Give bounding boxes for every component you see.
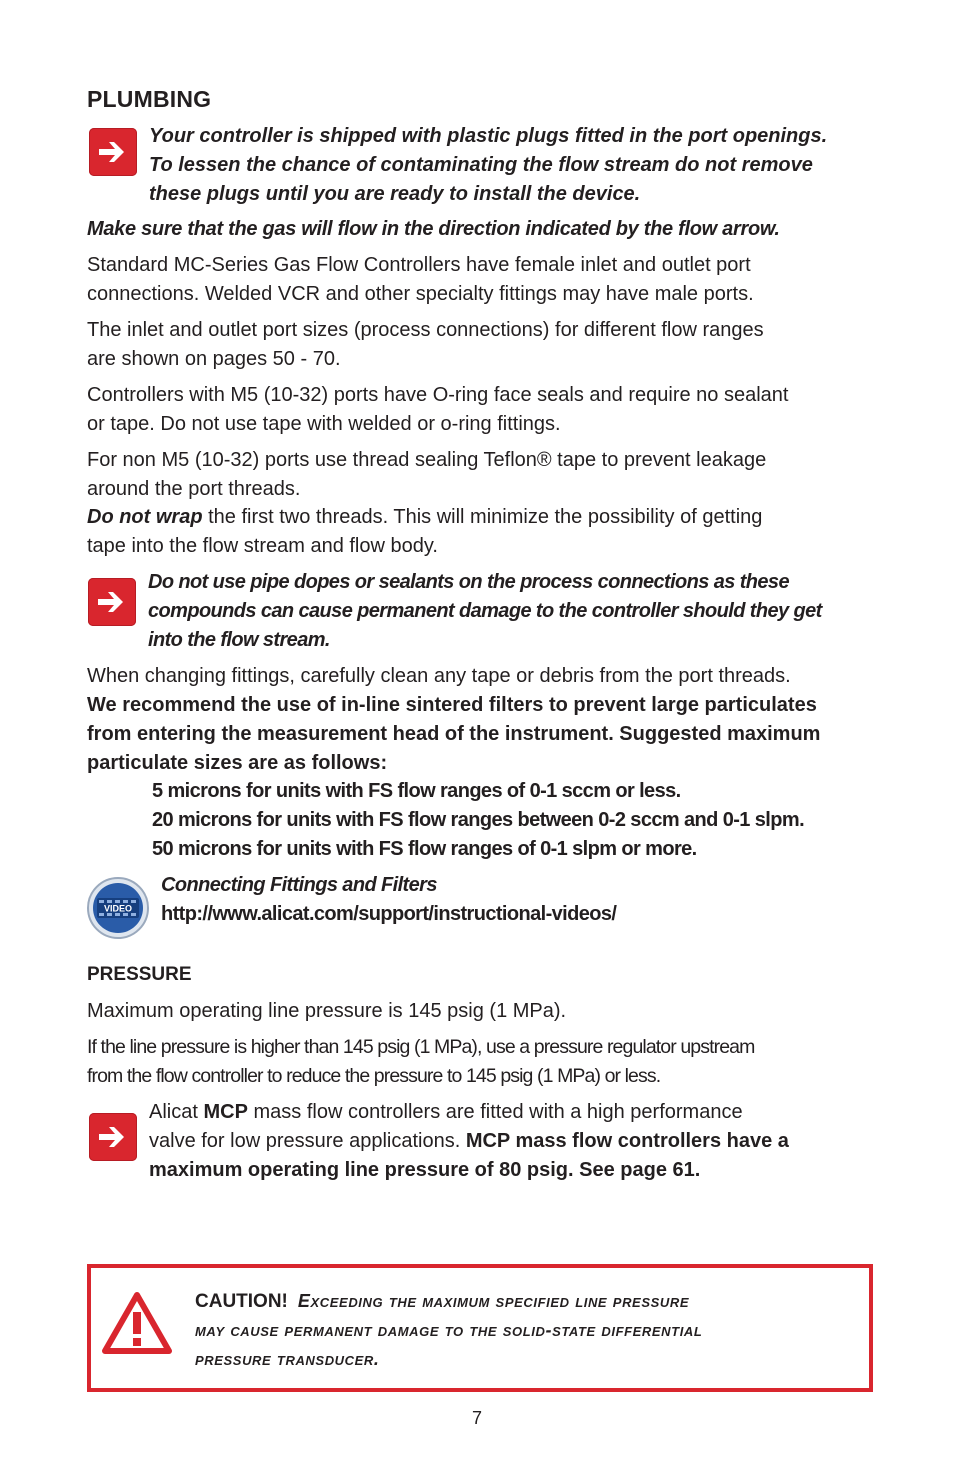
warning-triangle-icon: [101, 1290, 173, 1356]
note-sealants-line2: compounds can cause permanent damage to the controller should they get: [148, 600, 822, 622]
caution-label: CAUTION!: [195, 1291, 288, 1312]
para-connections-line2: connections. Welded VCR and other specialty fittings may have male ports.: [87, 283, 754, 305]
caution-line3: pressure transducer.: [195, 1349, 380, 1369]
caution-box: [87, 1264, 873, 1392]
para-port-sizes-line1: The inlet and outlet port sizes (process connections) for different flow ranges: [87, 319, 764, 341]
mcp-note-text: valve for low pressure applications.: [149, 1130, 466, 1152]
note-plugs-line1: Your controller is shipped with plastic plugs fitted in the port openings.: [149, 125, 828, 147]
para-regulator-line1: If the line pressure is higher than 145 psig (1 MPa), use a pressure regulator upstream: [87, 1036, 755, 1058]
video-link[interactable]: http://www.alicat.com/support/instructional-videos/: [161, 903, 617, 925]
arrow-right-icon: [89, 128, 137, 176]
section-heading-plumbing: PLUMBING: [87, 86, 212, 112]
note-sealants-line1: Do not use pipe dopes or sealants on the process connections as these: [148, 571, 789, 593]
do-not-wrap-rest: the first two threads. This will minimize the possibility of getting: [202, 506, 763, 528]
para-connections-line1: Standard MC-Series Gas Flow Controllers have female inlet and outlet port: [87, 254, 751, 276]
video-title: Connecting Fittings and Filters: [161, 874, 437, 896]
para-teflon-line1: For non M5 (10-32) ports use thread sealing Teflon® tape to prevent leakage: [87, 449, 767, 471]
note-plugs-line3: these plugs until you are ready to install the device.: [149, 183, 641, 205]
note-plugs-line2: To lessen the chance of contaminating the flow stream do not remove: [149, 154, 813, 176]
mcp-note-line2: [149, 1127, 789, 1156]
caution-line1: [195, 1287, 689, 1316]
mcp-emphasis: MCP mass flow controllers have a: [465, 1130, 789, 1152]
particulate-size-item: 20 microns for units with FS flow ranges between 0-2 sccm and 0-1 slpm.: [152, 809, 805, 831]
video-icon-label: VIDEO: [103, 903, 133, 914]
para-m5-line2: or tape. Do not use tape with welded or o-ring fittings.: [87, 413, 561, 435]
para-port-sizes-line2: are shown on pages 50 - 70.: [87, 348, 341, 370]
mcp-note-text: mass flow controllers are fitted with a high performance: [247, 1101, 743, 1123]
do-not-wrap-emphasis: Do not wrap: [87, 506, 203, 528]
mcp-note-line3: maximum operating line pressure of 80 psig. See page 61.: [149, 1159, 701, 1181]
caution-line2: may cause permanent damage to the solid-state differential: [195, 1320, 703, 1340]
caution-text: Exceeding the maximum specified line pressure: [297, 1291, 690, 1311]
video-icon[interactable]: [86, 876, 150, 940]
particulate-size-item: 5 microns for units with FS flow ranges of 0-1 sccm or less.: [152, 780, 681, 802]
para-m5-line1: Controllers with M5 (10-32) ports have O-ring face seals and require no sealant: [87, 384, 789, 406]
section-heading-pressure: PRESSURE: [87, 964, 192, 985]
recommend-line2: from entering the measurement head of the instrument. Suggested maximum: [87, 723, 821, 745]
mcp-note-line1: [149, 1098, 743, 1127]
recommend-line3: particulate sizes are as follows:: [87, 752, 388, 774]
para-do-not-wrap-line1: [87, 503, 762, 532]
recommend-line1: We recommend the use of in-line sintered filters to prevent large particulates: [87, 694, 817, 716]
para-regulator-line2: from the flow controller to reduce the pressure to 145 psig (1 MPa) or less.: [87, 1065, 661, 1087]
para-max-pressure: Maximum operating line pressure is 145 psig (1 MPa).: [87, 1000, 567, 1022]
arrow-right-icon: [88, 578, 136, 626]
para-teflon-line2: around the port threads.: [87, 478, 301, 500]
mcp-note-text: Alicat: [149, 1101, 204, 1123]
note-sealants-line3: into the flow stream.: [148, 629, 330, 651]
flow-arrow-note: Make sure that the gas will flow in the direction indicated by the flow arrow.: [87, 218, 780, 240]
page-number: 7: [472, 1408, 483, 1428]
para-changing-fittings: When changing fittings, carefully clean any tape or debris from the port threads.: [87, 665, 791, 687]
particulate-size-item: 50 microns for units with FS flow ranges of 0-1 slpm or more.: [152, 838, 697, 860]
arrow-right-icon: [89, 1113, 137, 1161]
para-do-not-wrap-line2: tape into the flow stream and flow body.: [87, 535, 438, 557]
mcp-emphasis: MCP: [203, 1101, 248, 1123]
